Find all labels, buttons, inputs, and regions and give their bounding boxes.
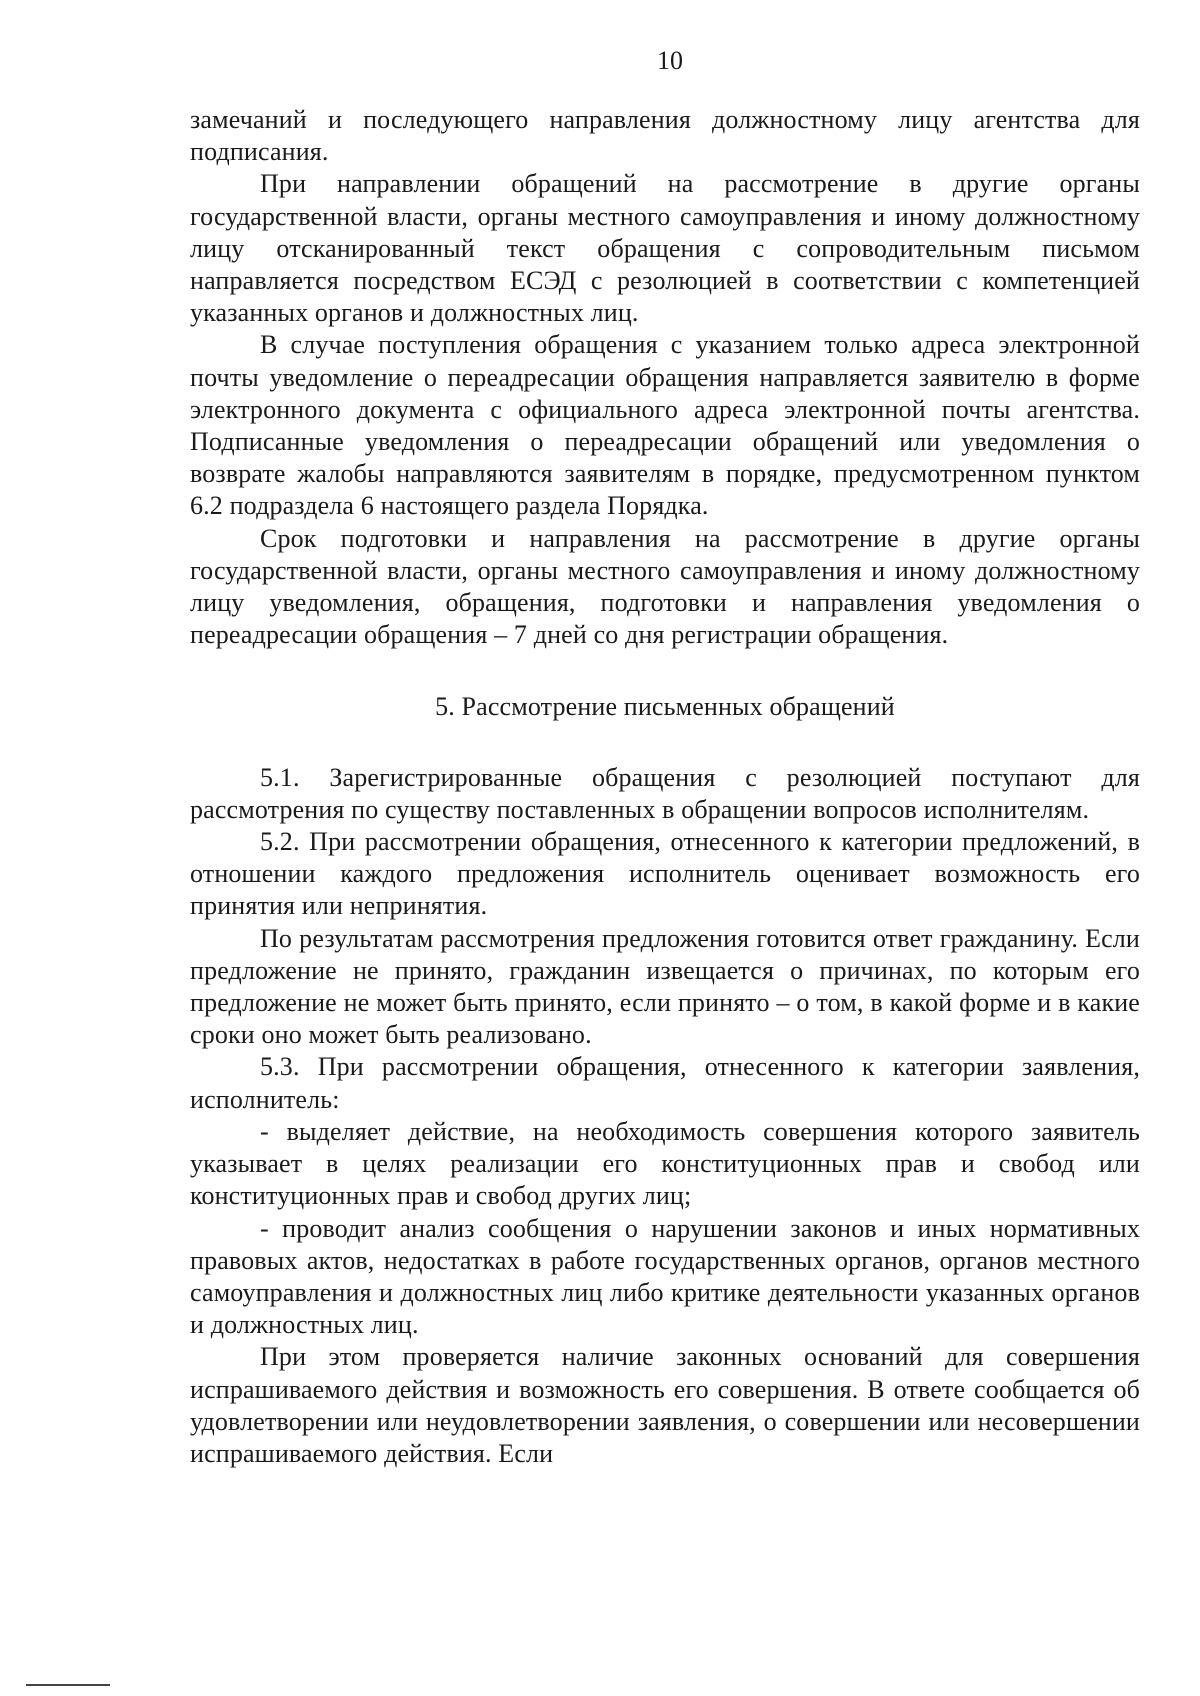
list-item-analyze-report: - проводит анализ сообщения о нарушении законов и иных нормативных правовых актов, недостатках в работе государственных органов, органов местного самоуправления и должностных лиц либо критике деятельности указанных органов и должностных лиц. bbox=[190, 1213, 1140, 1340]
section-heading: 5. Рассмотрение письменных обращений bbox=[435, 692, 895, 722]
paragraph-email-only-case: В случае поступления обращения с указанием только адреса электронной почты уведомление о переадресации обращения направляется заявителю в форме электронного документа с официального адреса электронной почты агентства. Подписанные уведомления о переадресации обращений или уведомления о возврате жалобы направляются заявителям в порядке, предусмотренном пунктом 6.2 подраздела 6 настоящего раздела Порядка. bbox=[190, 330, 1140, 521]
paragraph-deadline: Срок подготовки и направления на рассмотрение в другие органы государственной власти, органы местного самоуправления и иному должностному лицу уведомления, обращения, подготовки и направления уведомления о переадресации обращения – 7 дней со дня регистрации обращения. bbox=[190, 523, 1140, 650]
paragraph-continuation: замечаний и последующего направления должностному лицу агентства для подписания. bbox=[190, 105, 1140, 167]
scan-edge-mark bbox=[26, 1684, 110, 1686]
paragraph-proposal-result: По результатам рассмотрения предложения готовится ответ гражданину. Если предложение не принято, гражданин извещается о причинах, по которым его предложение не может быть принято, если принято – о том, в какой форме и в какие сроки оно может быть реализовано. bbox=[190, 923, 1140, 1050]
paragraph-verification: При этом проверяется наличие законных оснований для совершения испрашиваемого действия и возможность его совершения. В ответе сообщается об удовлетворении или неудовлетворении заявления, о совершении или несовершении испрашиваемого действия. Если bbox=[190, 1342, 1140, 1468]
paragraph-5-3: 5.3. При рассмотрении обращения, отнесенного к категории заявления, исполнитель: bbox=[190, 1052, 1140, 1114]
document-body bbox=[190, 104, 1140, 1470]
paragraph-redirect-to-authorities: При направлении обращений на рассмотрение в другие органы государственной власти, органы местного самоуправления и иному должностному лицу отсканированный текст обращения с сопроводительным письмом направляется посредством ЕСЭД с резолюцией в соответствии с компетенцией указанных органов и должностных лиц. bbox=[190, 169, 1140, 328]
list-item-identify-action: - выделяет действие, на необходимость совершения которого заявитель указывает в целях реализации его конституционных прав и свобод или конституционных прав и свобод других лиц; bbox=[190, 1116, 1140, 1211]
page-number: 10 bbox=[657, 46, 683, 75]
paragraph-5-2: 5.2. При рассмотрении обращения, отнесенного к категории предложений, в отношении каждого предложения исполнитель оценивает возможность его принятия или непринятия. bbox=[190, 827, 1140, 921]
paragraph-5-1: 5.1. Зарегистрированные обращения с резолюцией поступают для рассмотрения по существу поставленных в обращении вопросов исполнителям. bbox=[190, 762, 1140, 824]
